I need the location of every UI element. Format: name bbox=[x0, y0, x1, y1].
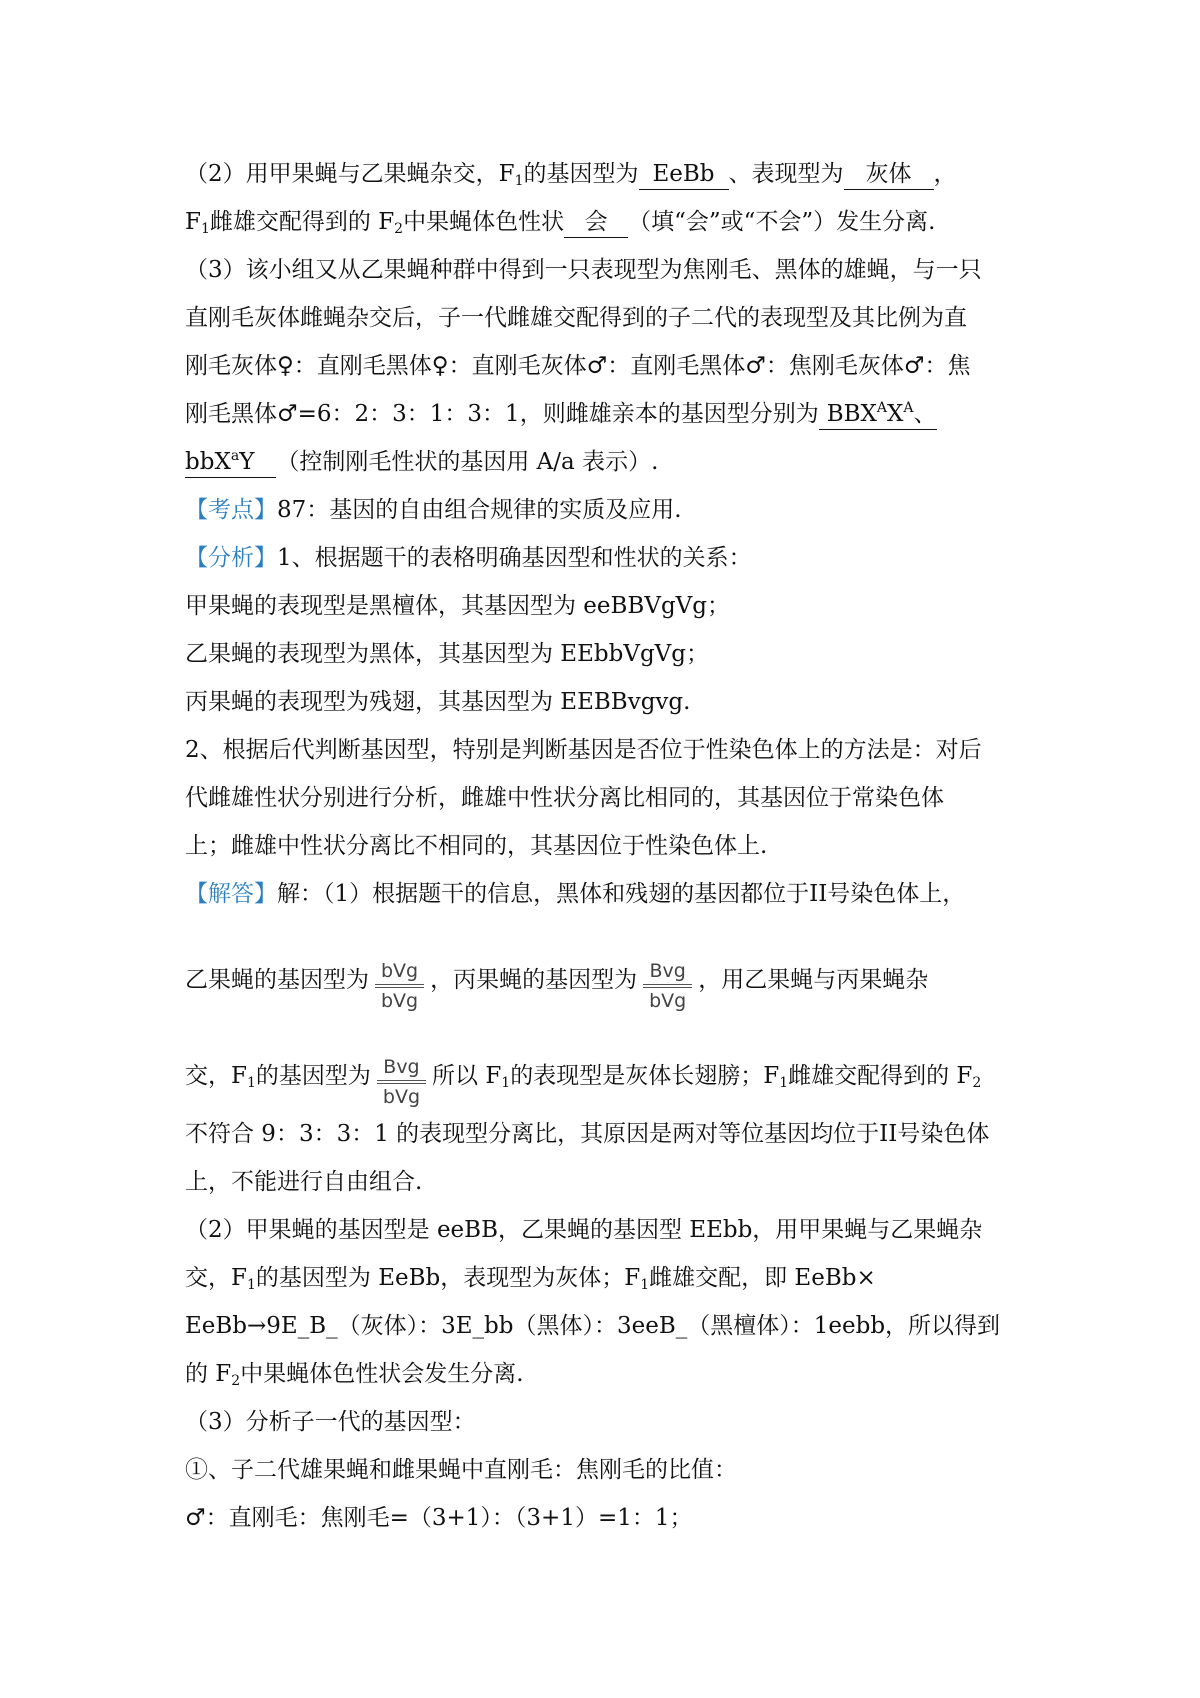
answer-blank-separation: 会 bbox=[564, 207, 628, 238]
q3-line-2: 直刚毛灰体雌蝇杂交后，子一代雌雄交配得到的子二代的表现型及其比例为直 bbox=[185, 305, 967, 331]
jieda-tag: 【解答】 bbox=[185, 881, 277, 907]
jieda-genotype-line-1: 乙果蝇的基因型为 $\frac{\text{bVg}}{\text{bVg}}$ ，丙果蝇的基因型为 $\frac{\text{Bvg}}{\text{bVg}}$ ，用乙果蝇与丙果蝇杂 bbox=[185, 960, 929, 1012]
kaodian-tag: 【考点】 bbox=[185, 497, 277, 523]
jieda-p3-line-3: ♂：直刚毛：焦刚毛=（3+1）：（3+1）=1：1； bbox=[185, 1505, 693, 1531]
q3-line-1: （3）该小组又从乙果蝇种群中得到一只表现型为焦刚毛、黑体的雄蝇，与一只 bbox=[185, 257, 982, 283]
q3-line-4: 刚毛黑体♂=6：2：3：1：3：1，则雌雄亲本的基因型分别为 $BBX^AX^A$、 bbox=[185, 390, 1025, 438]
fenxi-line-3: 乙果蝇的表现型为黑体，其基因型为 EEbbVgVg； bbox=[185, 641, 710, 667]
answer-blank-genotype: EeBb bbox=[639, 159, 729, 190]
fenxi-line-2: 甲果蝇的表现型是黑檀体，其基因型为 eeBBVgVg； bbox=[185, 593, 731, 619]
jieda-p3-line-2: ①、子二代雄果蝇和雌果蝇中直刚毛：焦刚毛的比值： bbox=[185, 1457, 737, 1483]
fenxi-line-1: 【分析】1、根据题干的表格明确基因型和性状的关系： bbox=[185, 545, 752, 571]
document-page bbox=[185, 150, 1025, 1542]
genotype-fraction-f1: $\frac{\text{Bvg}}{\text{bVg}}$ bbox=[377, 1054, 426, 1110]
q3-line-3: 刚毛灰体♀：直刚毛黑体♀：直刚毛灰体♂：直刚毛黑体♂：焦刚毛灰体♂：焦 bbox=[185, 353, 971, 379]
genotype-fraction-yi: $\frac{\text{bVg}}{\text{bVg}}$ bbox=[375, 958, 424, 1014]
q3-line-5: bbX$^a$Y （控制刚毛性状的基因用 A/a 表示）. bbox=[185, 438, 1025, 486]
fenxi-tag: 【分析】 bbox=[185, 545, 277, 571]
jieda-line-4: 不符合 9：3：3：1 的表现型分离比，其原因是两对等位基因均位于II号染色体 bbox=[185, 1121, 990, 1147]
q2-line-2: $F_1$雌雄交配得到的 $F_2$中果蝇体色性状 会 （填“会”或“不会”）发生分离. bbox=[185, 209, 936, 237]
answer-blank-phenotype: 灰体 bbox=[844, 159, 934, 190]
jieda-p3-line-1: （3）分析子一代的基因型： bbox=[185, 1409, 476, 1435]
kaodian-line: 【考点】87：基因的自由组合规律的实质及应用. bbox=[185, 497, 682, 523]
jieda-genotype-line-2: 交，$F_1$的基因型为 $\frac{\text{Bvg}}{\text{bVg}}$ 所以 $F_1$的表现型是灰体长翅膀；$F_1$雌雄交配得到的 $F_2$ bbox=[185, 1056, 982, 1108]
fenxi-line-4: 丙果蝇的表现型为残翅，其基因型为 EEBBvgvg. bbox=[185, 689, 691, 715]
fenxi-line-6: 代雌雄性状分别进行分析，雌雄中性状分离比相同的，其基因位于常染色体 bbox=[185, 785, 944, 811]
fenxi-line-7: 上；雌雄中性状分离比不相同的，其基因位于性染色体上. bbox=[185, 833, 768, 859]
jieda-p2-line-1: （2）甲果蝇的基因型是 eeBB，乙果蝇的基因型 EEbb，用甲果蝇与乙果蝇杂 bbox=[185, 1217, 983, 1243]
jieda-p2-line-3: EeBb→9E_B_（灰体）：3E_bb（黑体）：3eeB_（黑檀体）：1eebb，所以得到 bbox=[185, 1313, 1001, 1339]
jieda-line-1: 【解答】解：（1）根据题干的信息，黑体和残翅的基因都位于II号染色体上， bbox=[185, 881, 966, 907]
answer-blank-parent-male: bbX$^a$Y bbox=[185, 447, 276, 478]
fenxi-line-5: 2、根据后代判断基因型，特别是判断基因是否位于性染色体上的方法是：对后 bbox=[185, 737, 982, 763]
genotype-fraction-bing: $\frac{\text{Bvg}}{\text{bVg}}$ bbox=[643, 958, 692, 1014]
jieda-p2-line-4: 的 $F_2$中果蝇体色性状会发生分离. bbox=[185, 1361, 524, 1389]
q2-line-1: （2）用甲果蝇与乙果蝇杂交，$F_1$的基因型为 EeBb 、表现型为 灰体 ， bbox=[185, 161, 957, 189]
answer-blank-parent-female: $BBX^AX^A$、 bbox=[819, 399, 937, 430]
jieda-p2-line-2: 交，$F_1$的基因型为 EeBb，表现型为灰体；$F_1$雌雄交配，即 EeBb× bbox=[185, 1265, 876, 1293]
jieda-line-5: 上，不能进行自由组合. bbox=[185, 1169, 423, 1195]
